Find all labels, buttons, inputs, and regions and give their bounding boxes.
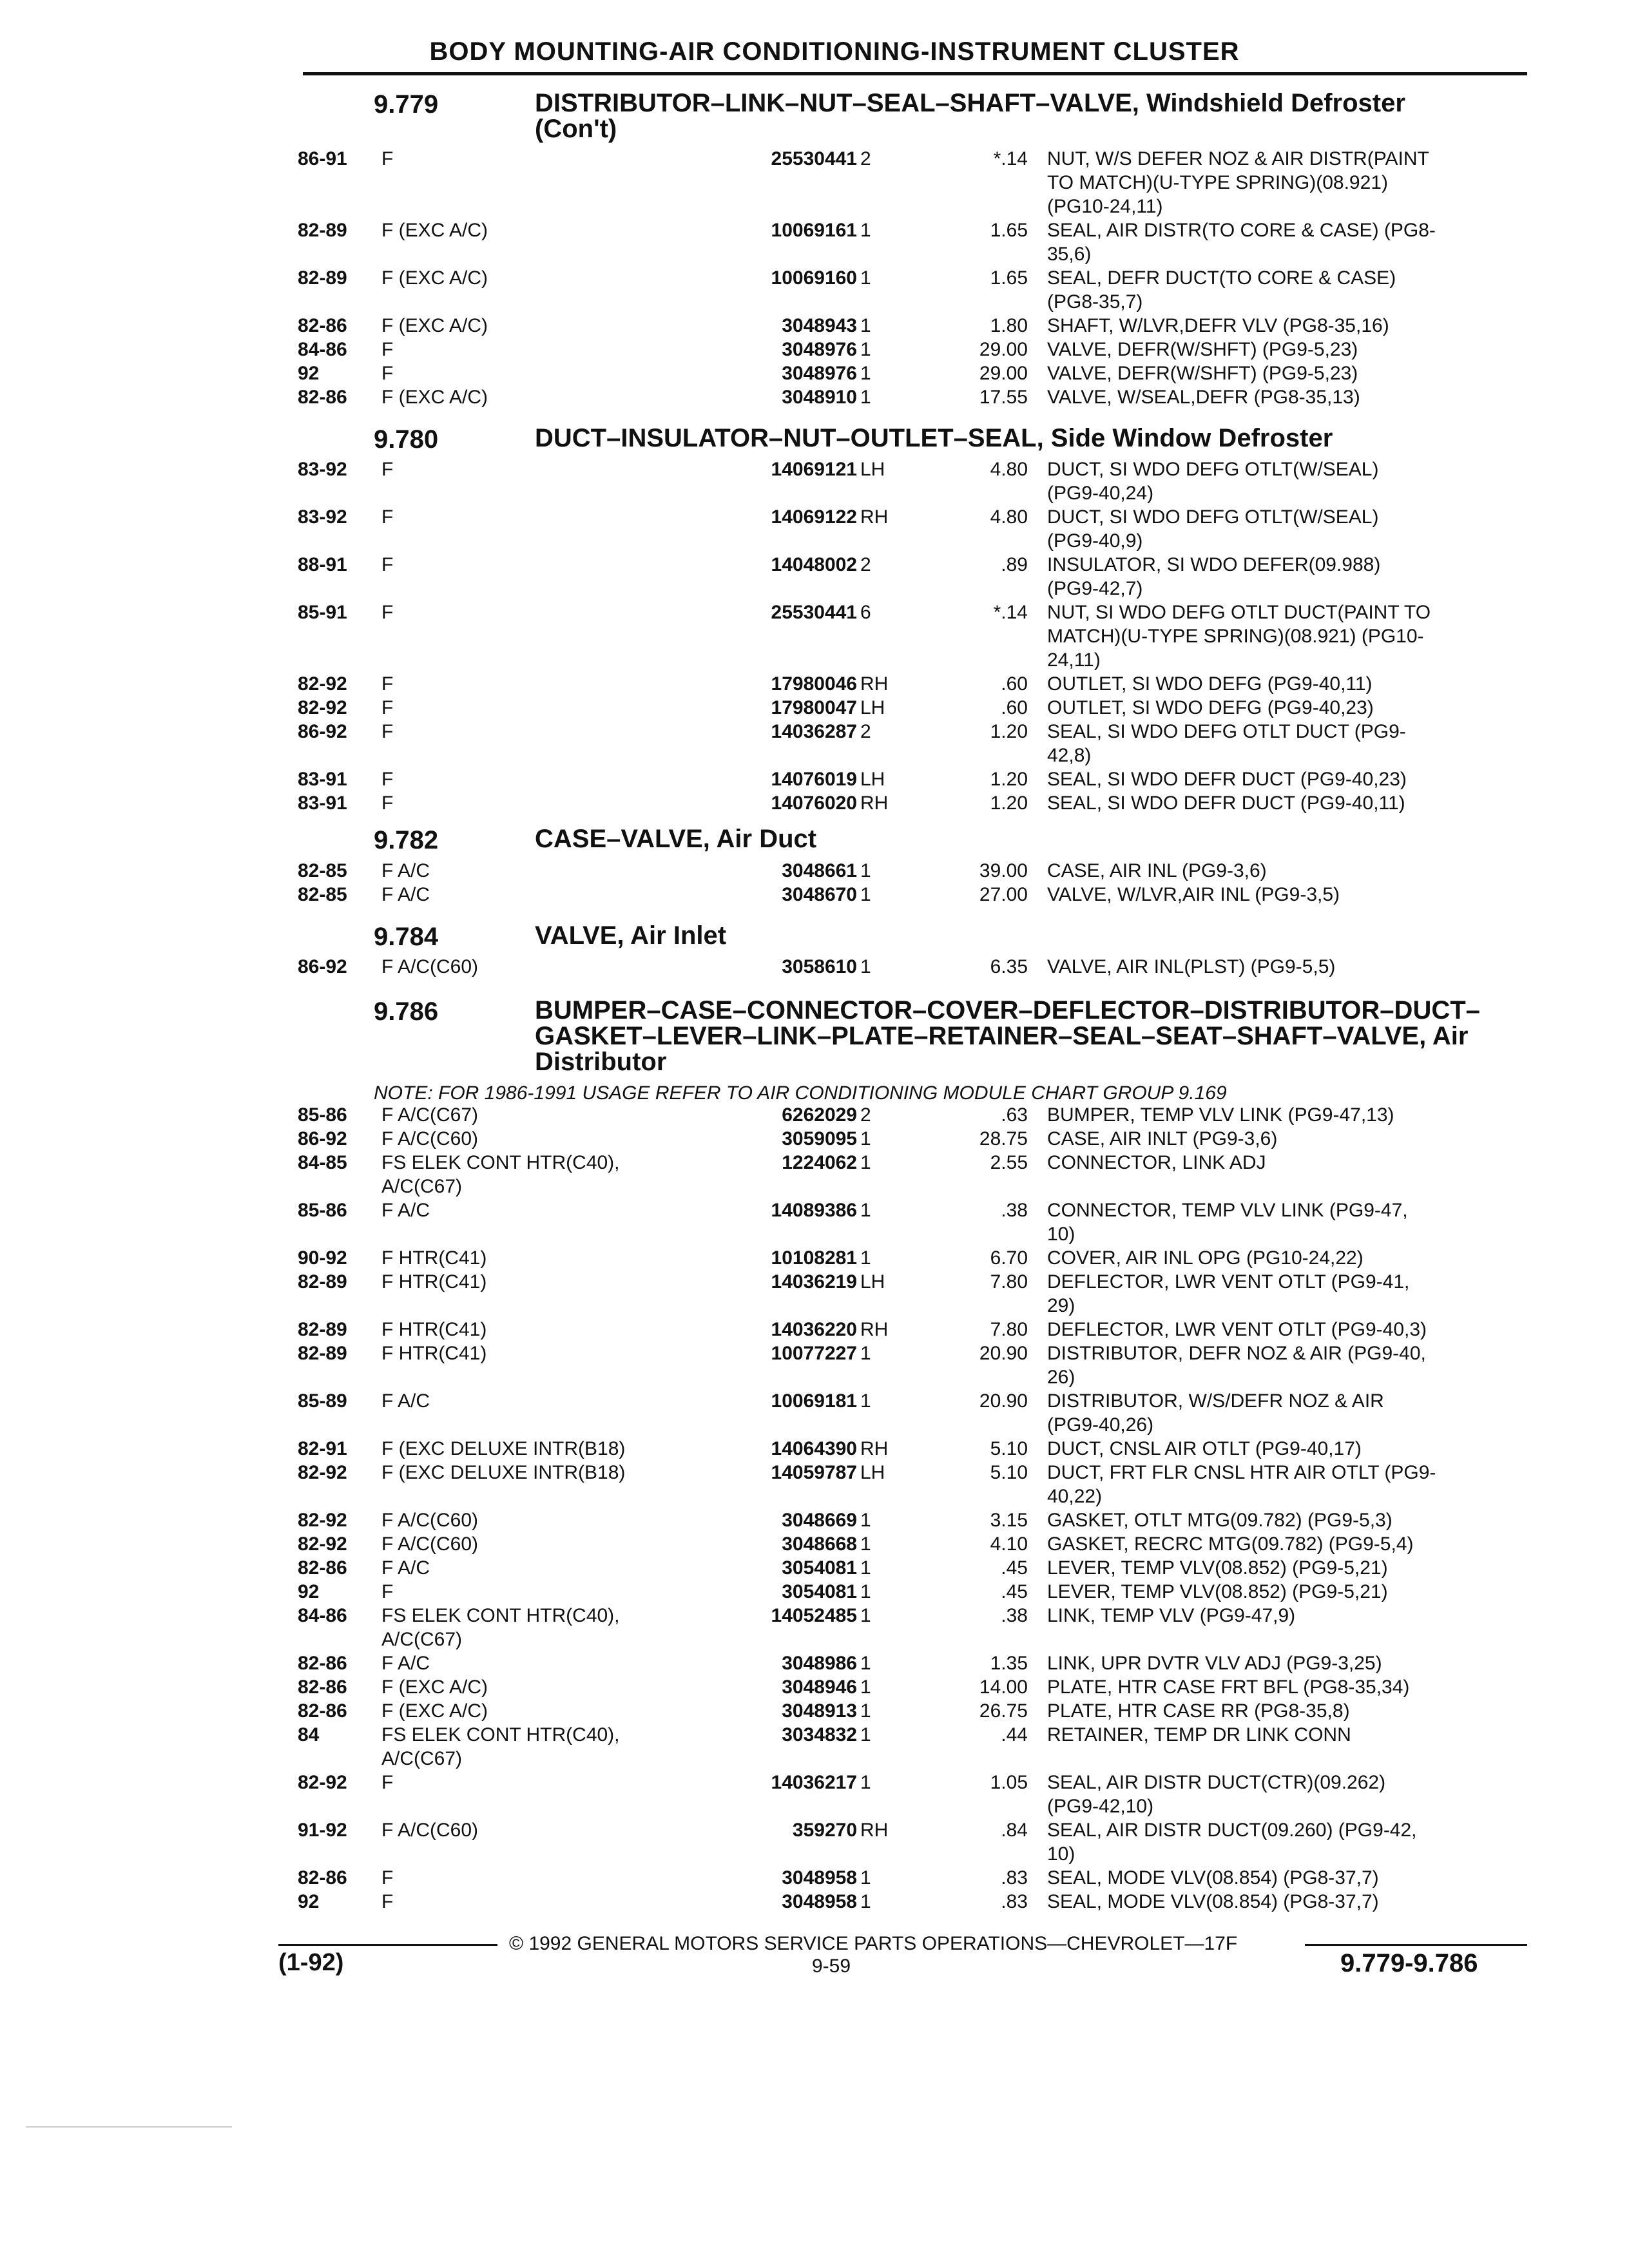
part-description: OUTLET, SI WDO DEFG (PG9-40,23) (1047, 697, 1374, 718)
quantity: 1 (860, 1200, 871, 1221)
model-years: 82-92 (298, 1462, 347, 1483)
price: 27.00 (979, 884, 1028, 905)
part-description: SEAL, MODE VLV(08.854) (PG8-37,7) (1047, 1867, 1379, 1888)
section-number: 9.780 (374, 425, 439, 454)
part-description: DISTRIBUTOR, DEFR NOZ & AIR (PG9-40, 26) (1047, 1343, 1426, 1388)
part-description: SEAL, AIR DISTR DUCT(CTR)(09.262) (PG9-42,10) (1047, 1772, 1386, 1817)
model-years: 85-89 (298, 1390, 347, 1412)
quantity: 1 (860, 956, 871, 977)
part-description: VALVE, W/SEAL,DEFR (PG8-35,13) (1047, 387, 1360, 408)
price: 26.75 (979, 1700, 1028, 1722)
usage-code: F A/C(C60) (381, 1128, 479, 1149)
model-years: 85-86 (298, 1200, 347, 1221)
quantity: 1 (860, 1653, 871, 1674)
usage-code: F (381, 1867, 394, 1888)
usage-code: F (381, 1772, 394, 1793)
part-number: 14036287 (771, 721, 857, 742)
footer-copyright: © 1992 GENERAL MOTORS SERVICE PARTS OPERATIONS—CHEVROLET—17F (509, 1933, 1238, 1954)
model-years: 86-91 (298, 148, 347, 169)
model-years: 82-85 (298, 860, 347, 881)
part-number: 14069121 (771, 459, 857, 480)
usage-code: F HTR(C41) (381, 1319, 487, 1340)
footer-section-range: 9.779-9.786 (1340, 1949, 1478, 1977)
quantity: 1 (860, 1581, 871, 1602)
model-years: 91-92 (298, 1820, 347, 1841)
usage-code: F (EXC A/C) (381, 1677, 488, 1698)
part-number: 3048986 (782, 1653, 857, 1674)
model-years: 82-85 (298, 884, 347, 905)
section-note: NOTE: FOR 1986-1991 USAGE REFER TO AIR CONDITIONING MODULE CHART GROUP 9.169 (374, 1082, 1227, 1104)
part-description: DUCT, CNSL AIR OTLT (PG9-40,17) (1047, 1438, 1362, 1459)
section-number: 9.784 (374, 923, 439, 951)
part-number: 14052485 (771, 1605, 857, 1626)
part-number: 25530441 (771, 602, 857, 623)
part-number: 17980046 (771, 673, 857, 695)
price: 6.70 (990, 1247, 1028, 1269)
price: .63 (1001, 1104, 1028, 1126)
price: *.14 (993, 148, 1028, 169)
section-title-text: DISTRIBUTOR–LINK–NUT–SEAL–SHAFT–VALVE, Windshield Defroster (535, 89, 1405, 117)
price: 14.00 (979, 1677, 1028, 1698)
model-years: 82-86 (298, 387, 347, 408)
part-number: 17980047 (771, 697, 857, 718)
price: 7.80 (990, 1319, 1028, 1340)
quantity: 1 (860, 1772, 871, 1793)
price: .45 (1001, 1581, 1028, 1602)
quantity: 1 (860, 220, 871, 241)
part-description: VALVE, DEFR(W/SHFT) (PG9-5,23) (1047, 363, 1358, 384)
model-years: 82-86 (298, 1653, 347, 1674)
part-number: 3048946 (782, 1677, 857, 1698)
price: 17.55 (979, 387, 1028, 408)
quantity: 1 (860, 1533, 871, 1555)
model-years: 82-92 (298, 1533, 347, 1555)
quantity: 1 (860, 1891, 871, 1912)
part-number: 3048661 (782, 860, 857, 881)
price: .84 (1001, 1820, 1028, 1841)
model-years: 85-86 (298, 1104, 347, 1126)
model-years: 82-92 (298, 673, 347, 695)
usage-code: F (EXC A/C) (381, 267, 488, 289)
usage-code: F (381, 506, 394, 528)
part-description: GASKET, OTLT MTG(09.782) (PG9-5,3) (1047, 1510, 1393, 1531)
model-years: 83-92 (298, 459, 347, 480)
usage-code: F A/C(C60) (381, 1510, 479, 1531)
section-title (535, 826, 1540, 852)
price: 39.00 (979, 860, 1028, 881)
quantity: RH (860, 1820, 889, 1841)
footer-rule-right (1305, 1944, 1527, 1946)
price: 4.80 (990, 459, 1028, 480)
model-years: 83-91 (298, 769, 347, 790)
section-title (535, 997, 1540, 1075)
price: 20.90 (979, 1343, 1028, 1364)
model-years: 82-89 (298, 1271, 347, 1293)
usage-code: F (381, 339, 394, 360)
part-description: SEAL, DEFR DUCT(TO CORE & CASE) (PG8-35,7) (1047, 267, 1396, 312)
model-years: 86-92 (298, 721, 347, 742)
part-number: 3048910 (782, 387, 857, 408)
part-description: DUCT, SI WDO DEFG OTLT(W/SEAL) (PG9-40,9) (1047, 506, 1379, 552)
price: 2.55 (990, 1152, 1028, 1173)
part-number: 1224062 (782, 1152, 857, 1173)
quantity: RH (860, 673, 889, 695)
model-years: 86-92 (298, 956, 347, 977)
usage-code: F (EXC A/C) (381, 387, 488, 408)
model-years: 82-86 (298, 1557, 347, 1579)
model-years: 82-92 (298, 697, 347, 718)
model-years: 83-91 (298, 793, 347, 814)
quantity: 1 (860, 363, 871, 384)
footer-page-number: 9-59 (812, 1956, 851, 1977)
section-title-text: DUCT–INSULATOR–NUT–OUTLET–SEAL, Side Window Defroster (535, 424, 1333, 452)
part-description: VALVE, AIR INL(PLST) (PG9-5,5) (1047, 956, 1336, 977)
part-number: 14064390 (771, 1438, 857, 1459)
quantity: RH (860, 1319, 889, 1340)
price: 29.00 (979, 363, 1028, 384)
part-number: 10069181 (771, 1390, 857, 1412)
quantity: 2 (860, 148, 871, 169)
usage-code: F (381, 148, 394, 169)
part-description: LINK, UPR DVTR VLV ADJ (PG9-3,25) (1047, 1653, 1382, 1674)
quantity: 2 (860, 554, 871, 575)
part-number: 10069161 (771, 220, 857, 241)
usage-code: F (381, 769, 394, 790)
model-years: 84 (298, 1724, 320, 1745)
section-number: 9.779 (374, 90, 439, 119)
part-number: 3048958 (782, 1891, 857, 1912)
usage-code: F A/C (381, 1200, 430, 1221)
part-description: LEVER, TEMP VLV(08.852) (PG9-5,21) (1047, 1581, 1388, 1602)
header-rule (303, 72, 1527, 75)
part-number: 14036220 (771, 1319, 857, 1340)
part-number: 3048976 (782, 339, 857, 360)
part-description: CASE, AIR INLT (PG9-3,6) (1047, 1128, 1278, 1149)
usage-code: F (381, 1581, 394, 1602)
part-number: 3048669 (782, 1510, 857, 1531)
part-description: NUT, SI WDO DEFG OTLT DUCT(PAINT TO MATCH)(U-TYPE SPRING)(08.921) (PG10- 24,11) (1047, 602, 1431, 671)
price: 1.80 (990, 315, 1028, 336)
price: 1.35 (990, 1653, 1028, 1674)
part-description: DEFLECTOR, LWR VENT OTLT (PG9-41, 29) (1047, 1271, 1410, 1316)
scan-artifact (26, 2126, 232, 2128)
quantity: 1 (860, 1152, 871, 1173)
section-title (535, 90, 1540, 142)
quantity: RH (860, 506, 889, 528)
part-description: VALVE, DEFR(W/SHFT) (PG9-5,23) (1047, 339, 1358, 360)
model-years: 92 (298, 1891, 320, 1912)
part-description: SEAL, SI WDO DEFR DUCT (PG9-40,23) (1047, 769, 1407, 790)
section-title-text: CASE–VALVE, Air Duct (535, 825, 817, 853)
part-description: SEAL, AIR DISTR DUCT(09.260) (PG9-42, 10) (1047, 1820, 1417, 1865)
part-number: 6262029 (782, 1104, 857, 1126)
part-description: COVER, AIR INL OPG (PG10-24,22) (1047, 1247, 1364, 1269)
model-years: 86-92 (298, 1128, 347, 1149)
part-number: 3059095 (782, 1128, 857, 1149)
part-description: SEAL, SI WDO DEFR DUCT (PG9-40,11) (1047, 793, 1405, 814)
part-number: 3034832 (782, 1724, 857, 1745)
part-number: 14036219 (771, 1271, 857, 1293)
quantity: 1 (860, 1724, 871, 1745)
part-number: 14076020 (771, 793, 857, 814)
quantity: 2 (860, 721, 871, 742)
quantity: 1 (860, 1343, 871, 1364)
price: 1.20 (990, 721, 1028, 742)
usage-code: F (EXC A/C) (381, 315, 488, 336)
usage-code: F (381, 1891, 394, 1912)
quantity: LH (860, 769, 885, 790)
quantity: 1 (860, 1605, 871, 1626)
section-continued: (Con't) (535, 115, 617, 143)
part-description: CONNECTOR, LINK ADJ (1047, 1152, 1266, 1173)
quantity: 1 (860, 339, 871, 360)
section-title-text: VALVE, Air Inlet (535, 921, 727, 950)
usage-code: F A/C (381, 884, 430, 905)
price: 4.10 (990, 1533, 1028, 1555)
part-description: DUCT, FRT FLR CNSL HTR AIR OTLT (PG9- 40,22) (1047, 1462, 1436, 1507)
price: 1.65 (990, 267, 1028, 289)
part-description: INSULATOR, SI WDO DEFER(09.988) (PG9-42,7) (1047, 554, 1381, 599)
part-description: NUT, W/S DEFER NOZ & AIR DISTR(PAINT TO MATCH)(U-TYPE SPRING)(08.921) (PG10-24,11) (1047, 148, 1429, 217)
part-number: 3048943 (782, 315, 857, 336)
quantity: 1 (860, 1128, 871, 1149)
part-number: 359270 (792, 1820, 857, 1841)
part-description: OUTLET, SI WDO DEFG (PG9-40,11) (1047, 673, 1373, 695)
price: .83 (1001, 1891, 1028, 1912)
price: 5.10 (990, 1438, 1028, 1459)
part-description: SEAL, MODE VLV(08.854) (PG8-37,7) (1047, 1891, 1379, 1912)
price: 3.15 (990, 1510, 1028, 1531)
price: 6.35 (990, 956, 1028, 977)
price: *.14 (993, 602, 1028, 623)
usage-code: FS ELEK CONT HTR(C40), A/C(C67) (381, 1605, 620, 1650)
part-number: 10069160 (771, 267, 857, 289)
model-years: 82-86 (298, 315, 347, 336)
model-years: 82-86 (298, 1677, 347, 1698)
quantity: 1 (860, 884, 871, 905)
quantity: 1 (860, 267, 871, 289)
part-number: 3048976 (782, 363, 857, 384)
model-years: 84-86 (298, 339, 347, 360)
usage-code: F A/C(C60) (381, 1533, 479, 1555)
model-years: 92 (298, 1581, 320, 1602)
part-number: 3054081 (782, 1581, 857, 1602)
model-years: 82-89 (298, 1343, 347, 1364)
quantity: 1 (860, 1247, 871, 1269)
quantity: 1 (860, 387, 871, 408)
part-description: SEAL, AIR DISTR(TO CORE & CASE) (PG8- 35,6) (1047, 220, 1436, 265)
usage-code: F HTR(C41) (381, 1343, 487, 1364)
part-description: LINK, TEMP VLV (PG9-47,9) (1047, 1605, 1296, 1626)
price: 1.65 (990, 220, 1028, 241)
usage-code: FS ELEK CONT HTR(C40), A/C(C67) (381, 1152, 620, 1197)
part-description: DUCT, SI WDO DEFG OTLT(W/SEAL) (PG9-40,24) (1047, 459, 1379, 504)
part-number: 3048670 (782, 884, 857, 905)
quantity: LH (860, 1271, 885, 1293)
part-number: 3058610 (782, 956, 857, 977)
model-years: 83-92 (298, 506, 347, 528)
usage-code: F A/C (381, 1653, 430, 1674)
part-number: 3048913 (782, 1700, 857, 1722)
price: .60 (1001, 673, 1028, 695)
usage-code: F (381, 602, 394, 623)
part-description: PLATE, HTR CASE RR (PG8-35,8) (1047, 1700, 1350, 1722)
quantity: LH (860, 697, 885, 718)
price: 5.10 (990, 1462, 1028, 1483)
usage-code: F HTR(C41) (381, 1247, 487, 1269)
part-number: 3048958 (782, 1867, 857, 1888)
part-description: DEFLECTOR, LWR VENT OTLT (PG9-40,3) (1047, 1319, 1427, 1340)
model-years: 82-89 (298, 1319, 347, 1340)
quantity: 1 (860, 860, 871, 881)
usage-code: F A/C(C67) (381, 1104, 479, 1126)
model-years: 92 (298, 363, 320, 384)
part-description: CASE, AIR INL (PG9-3,6) (1047, 860, 1267, 881)
model-years: 84-86 (298, 1605, 347, 1626)
part-description: BUMPER, TEMP VLV LINK (PG9-47,13) (1047, 1104, 1394, 1126)
price: 1.20 (990, 793, 1028, 814)
usage-code: F A/C(C60) (381, 1820, 479, 1841)
price: 7.80 (990, 1271, 1028, 1293)
quantity: LH (860, 1462, 885, 1483)
usage-code: F (381, 673, 394, 695)
usage-code: F A/C(C60) (381, 956, 479, 977)
price: .38 (1001, 1605, 1028, 1626)
part-description: VALVE, W/LVR,AIR INL (PG9-3,5) (1047, 884, 1340, 905)
price: .60 (1001, 697, 1028, 718)
price: .45 (1001, 1557, 1028, 1579)
quantity: 2 (860, 1104, 871, 1126)
usage-code: F (EXC DELUXE INTR(B18) (381, 1462, 626, 1483)
part-description: SHAFT, W/LVR,DEFR VLV (PG8-35,16) (1047, 315, 1389, 336)
quantity: 1 (860, 1867, 871, 1888)
part-number: 3054081 (782, 1557, 857, 1579)
price: .38 (1001, 1200, 1028, 1221)
usage-code: F (381, 697, 394, 718)
usage-code: F (381, 363, 394, 384)
quantity: 1 (860, 315, 871, 336)
usage-code: F (381, 554, 394, 575)
part-description: RETAINER, TEMP DR LINK CONN (1047, 1724, 1351, 1745)
part-description: SEAL, SI WDO DEFG OTLT DUCT (PG9- 42,8) (1047, 721, 1406, 766)
quantity: 6 (860, 602, 871, 623)
usage-code: F A/C (381, 1557, 430, 1579)
part-number: 14069122 (771, 506, 857, 528)
footer-date-code: (1-92) (278, 1949, 344, 1976)
model-years: 82-89 (298, 267, 347, 289)
section-number: 9.786 (374, 997, 439, 1026)
usage-code: F HTR(C41) (381, 1271, 487, 1293)
footer-rule-left (278, 1944, 497, 1946)
quantity: LH (860, 459, 885, 480)
part-number: 14036217 (771, 1772, 857, 1793)
usage-code: F (EXC A/C) (381, 220, 488, 241)
price: .83 (1001, 1867, 1028, 1888)
usage-code: F (381, 459, 394, 480)
model-years: 88-91 (298, 554, 347, 575)
quantity: 1 (860, 1390, 871, 1412)
part-number: 25530441 (771, 148, 857, 169)
model-years: 82-86 (298, 1867, 347, 1888)
quantity: RH (860, 793, 889, 814)
price: 1.05 (990, 1772, 1028, 1793)
usage-code: F A/C (381, 860, 430, 881)
part-number: 10108281 (771, 1247, 857, 1269)
part-number: 10077227 (771, 1343, 857, 1364)
part-description: CONNECTOR, TEMP VLV LINK (PG9-47, 10) (1047, 1200, 1408, 1245)
price: .44 (1001, 1724, 1028, 1745)
page-header: BODY MOUNTING-AIR CONDITIONING-INSTRUMENT CLUSTER (429, 37, 1240, 66)
part-description: GASKET, RECRC MTG(09.782) (PG9-5,4) (1047, 1533, 1414, 1555)
model-years: 82-86 (298, 1700, 347, 1722)
usage-code: F (381, 793, 394, 814)
quantity: 1 (860, 1677, 871, 1698)
model-years: 82-91 (298, 1438, 347, 1459)
section-title (535, 425, 1540, 451)
price: .89 (1001, 554, 1028, 575)
section-number: 9.782 (374, 826, 439, 854)
quantity: 1 (860, 1510, 871, 1531)
price: 20.90 (979, 1390, 1028, 1412)
usage-code: FS ELEK CONT HTR(C40), A/C(C67) (381, 1724, 620, 1769)
section-title-text: BUMPER–CASE–CONNECTOR–COVER–DEFLECTOR–DISTRIBUTOR–DUCT–GASKET–LEVER–LINK–PLATE–RETAINER–SEAL–SEAT–SHAFT–VALVE, Air Distributor (535, 996, 1480, 1076)
price: 28.75 (979, 1128, 1028, 1149)
price: 29.00 (979, 339, 1028, 360)
price: 1.20 (990, 769, 1028, 790)
quantity: 1 (860, 1700, 871, 1722)
part-description: DISTRIBUTOR, W/S/DEFR NOZ & AIR (PG9-40,26) (1047, 1390, 1384, 1436)
model-years: 82-92 (298, 1772, 347, 1793)
model-years: 90-92 (298, 1247, 347, 1269)
usage-code: F (EXC A/C) (381, 1700, 488, 1722)
section-title (535, 923, 1540, 948)
part-description: LEVER, TEMP VLV(08.852) (PG9-5,21) (1047, 1557, 1388, 1579)
part-description: PLATE, HTR CASE FRT BFL (PG8-35,34) (1047, 1677, 1410, 1698)
part-number: 3048668 (782, 1533, 857, 1555)
usage-code: F A/C (381, 1390, 430, 1412)
price: 4.80 (990, 506, 1028, 528)
part-number: 14059787 (771, 1462, 857, 1483)
part-number: 14076019 (771, 769, 857, 790)
model-years: 85-91 (298, 602, 347, 623)
model-years: 82-89 (298, 220, 347, 241)
model-years: 82-92 (298, 1510, 347, 1531)
usage-code: F (381, 721, 394, 742)
part-number: 14048002 (771, 554, 857, 575)
part-number: 14089386 (771, 1200, 857, 1221)
quantity: 1 (860, 1557, 871, 1579)
quantity: RH (860, 1438, 889, 1459)
usage-code: F (EXC DELUXE INTR(B18) (381, 1438, 626, 1459)
model-years: 84-85 (298, 1152, 347, 1173)
